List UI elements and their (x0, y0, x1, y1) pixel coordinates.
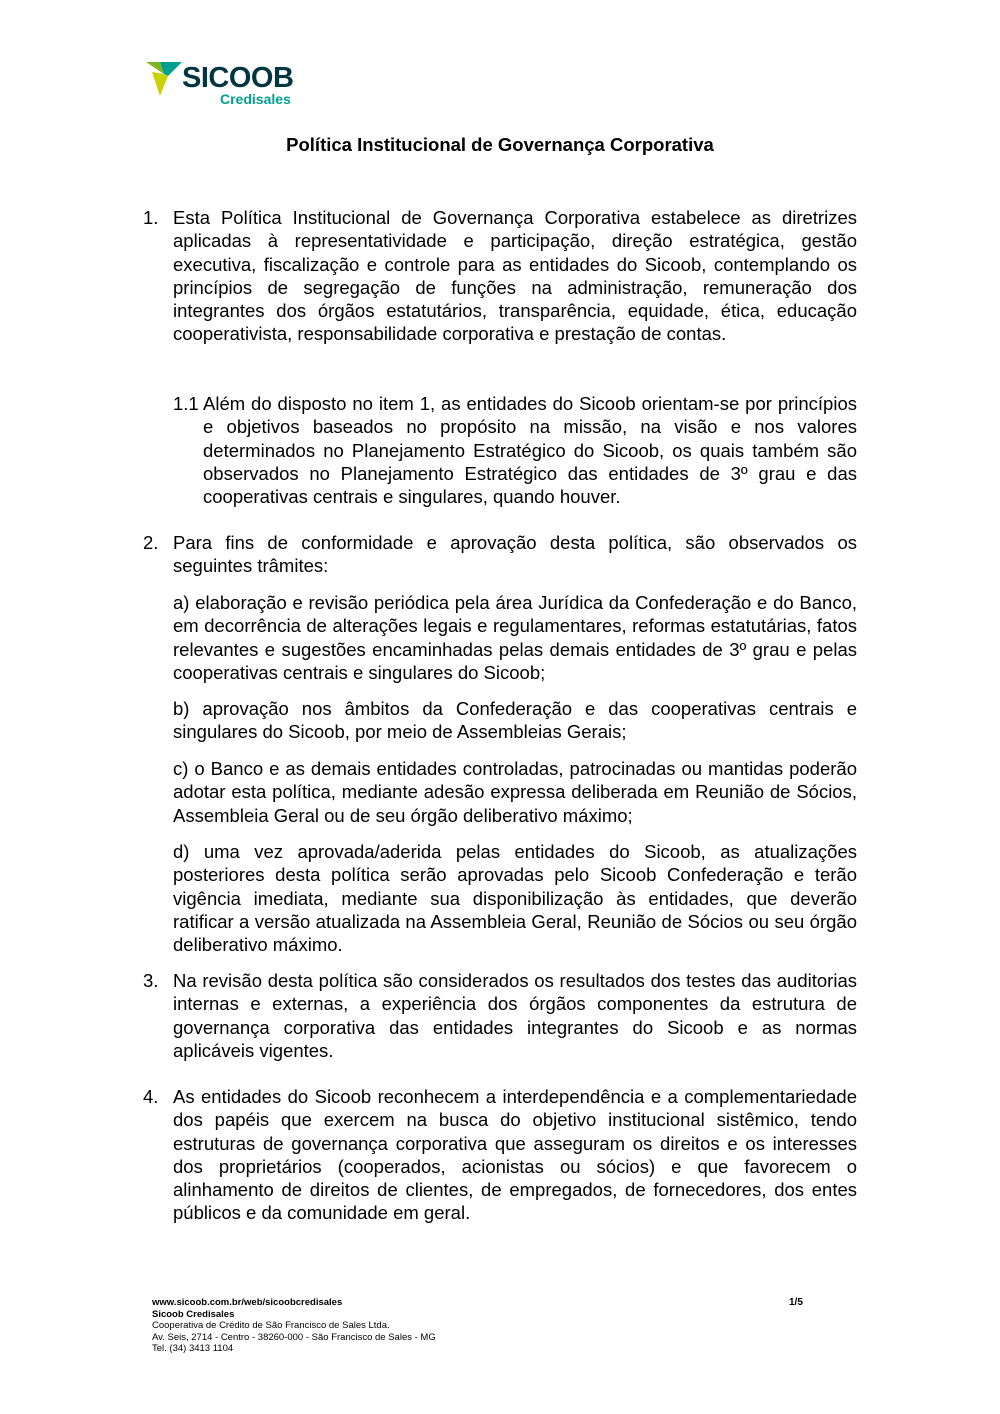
paragraph-4: As entidades do Sicoob reconhecem a interdependência e a complementariedade dos papéis que exercem na busca do objetivo institucional sistêmico, tendo estruturas de governança corporativa que asseguram os direitos e os interesses dos proprietários (cooperados, acionistas ou sócios) e que favorecem o alinhamento de direitos de clientes, de empregados, de fornecedores, dos entes públicos e da comunidade em geral. (173, 1086, 857, 1224)
paragraph-2b: b) aprovação nos âmbitos da Confederação e das cooperativas centrais e singulares do Sicoob, por meio de Assembleias Gerais; (173, 698, 857, 743)
footer-url[interactable]: www.sicoob.com.br/web/sicoobcredisales (152, 1297, 343, 1308)
logo-brand: SICOOB (182, 62, 294, 94)
item-number: 4. (143, 1086, 159, 1107)
footer-phone: Tel. (34) 3413 1104 (152, 1343, 234, 1354)
item-number: 2. (143, 532, 159, 553)
footer-address: Av. Seis, 2714 - Centro - 38260-000 - São Francisco de Sales - MG (152, 1331, 436, 1343)
item-number: 1.1 (173, 393, 199, 414)
sicoob-logo (146, 60, 296, 110)
footer-name: Sicoob Credisales (152, 1308, 235, 1320)
paragraph-text: Além do disposto no item 1, as entidades do Sicoob orientam-se por princípios e objetivos baseados no propósito na missão, na visão e nos valores determinados no Planejamento Estratégico do Sicoob, os quais também são observados no Planejamento Estratégico das entidades de 3º grau e das cooperativas centrais e singulares, quando houver. (203, 393, 857, 508)
document-title: Política Institucional de Governança Corporativa (286, 134, 714, 155)
paragraph-2d: d) uma vez aprovada/aderida pelas entidades do Sicoob, as atualizações posteriores desta política serão aprovadas pelo Sicoob Confederação e terão vigência imediata, mediante sua disponibilização às entidades, que deverão ratificar a versão atualizada na Assembleia Geral, Reunião de Sócios ou seu órgão deliberativo máximo. (173, 841, 857, 956)
paragraph-1: Esta Política Institucional de Governança Corporativa estabelece as diretrizes aplicadas à representatividade e participação, direção estratégica, gestão executiva, fiscalização e controle para as entidades do Sicoob, contemplando os princípios de segregação de funções na administração, remuneração dos integrantes dos órgãos estatutários, transparência, equidade, ética, educação cooperativista, responsabilidade corporativa e prestação de contas. (173, 207, 857, 345)
item-number: 3. (143, 970, 159, 991)
paragraph-2: Para fins de conformidade e aprovação desta política, são observados os seguintes trâmites: (173, 532, 857, 577)
logo-unit: Credisales (220, 91, 291, 107)
footer-company: Cooperativa de Crédito de São Francisco de Sales Ltda. (152, 1320, 390, 1331)
paragraph-3: Na revisão desta política são considerados os resultados dos testes das auditorias internas e externas, a experiência dos órgãos componentes da estrutura de governança corporativa das entidades integrantes do Sicoob e as normas aplicáveis vigentes. (173, 970, 857, 1061)
item-number: 1. (143, 207, 159, 228)
paragraph-1-1 (173, 392, 857, 508)
page-number: 1/5 (789, 1297, 803, 1308)
paragraph-2c: c) o Banco e as demais entidades controladas, patrocinadas ou mantidas poderão adotar esta política, mediante adesão expressa deliberada em Reunião de Sócios, Assembleia Geral ou de seu órgão deliberativo máximo; (173, 758, 857, 826)
logo-mark-icon (146, 62, 182, 96)
paragraph-2a: a) elaboração e revisão periódica pela área Jurídica da Confederação e do Banco, em decorrência de alterações legais e regulamentares, reformas estatutárias, fatos relevantes e sugestões encaminhadas pelas demais entidades de 3º grau e pelas cooperativas centrais e singulares do Sicoob; (173, 592, 857, 683)
footer (152, 1297, 436, 1355)
